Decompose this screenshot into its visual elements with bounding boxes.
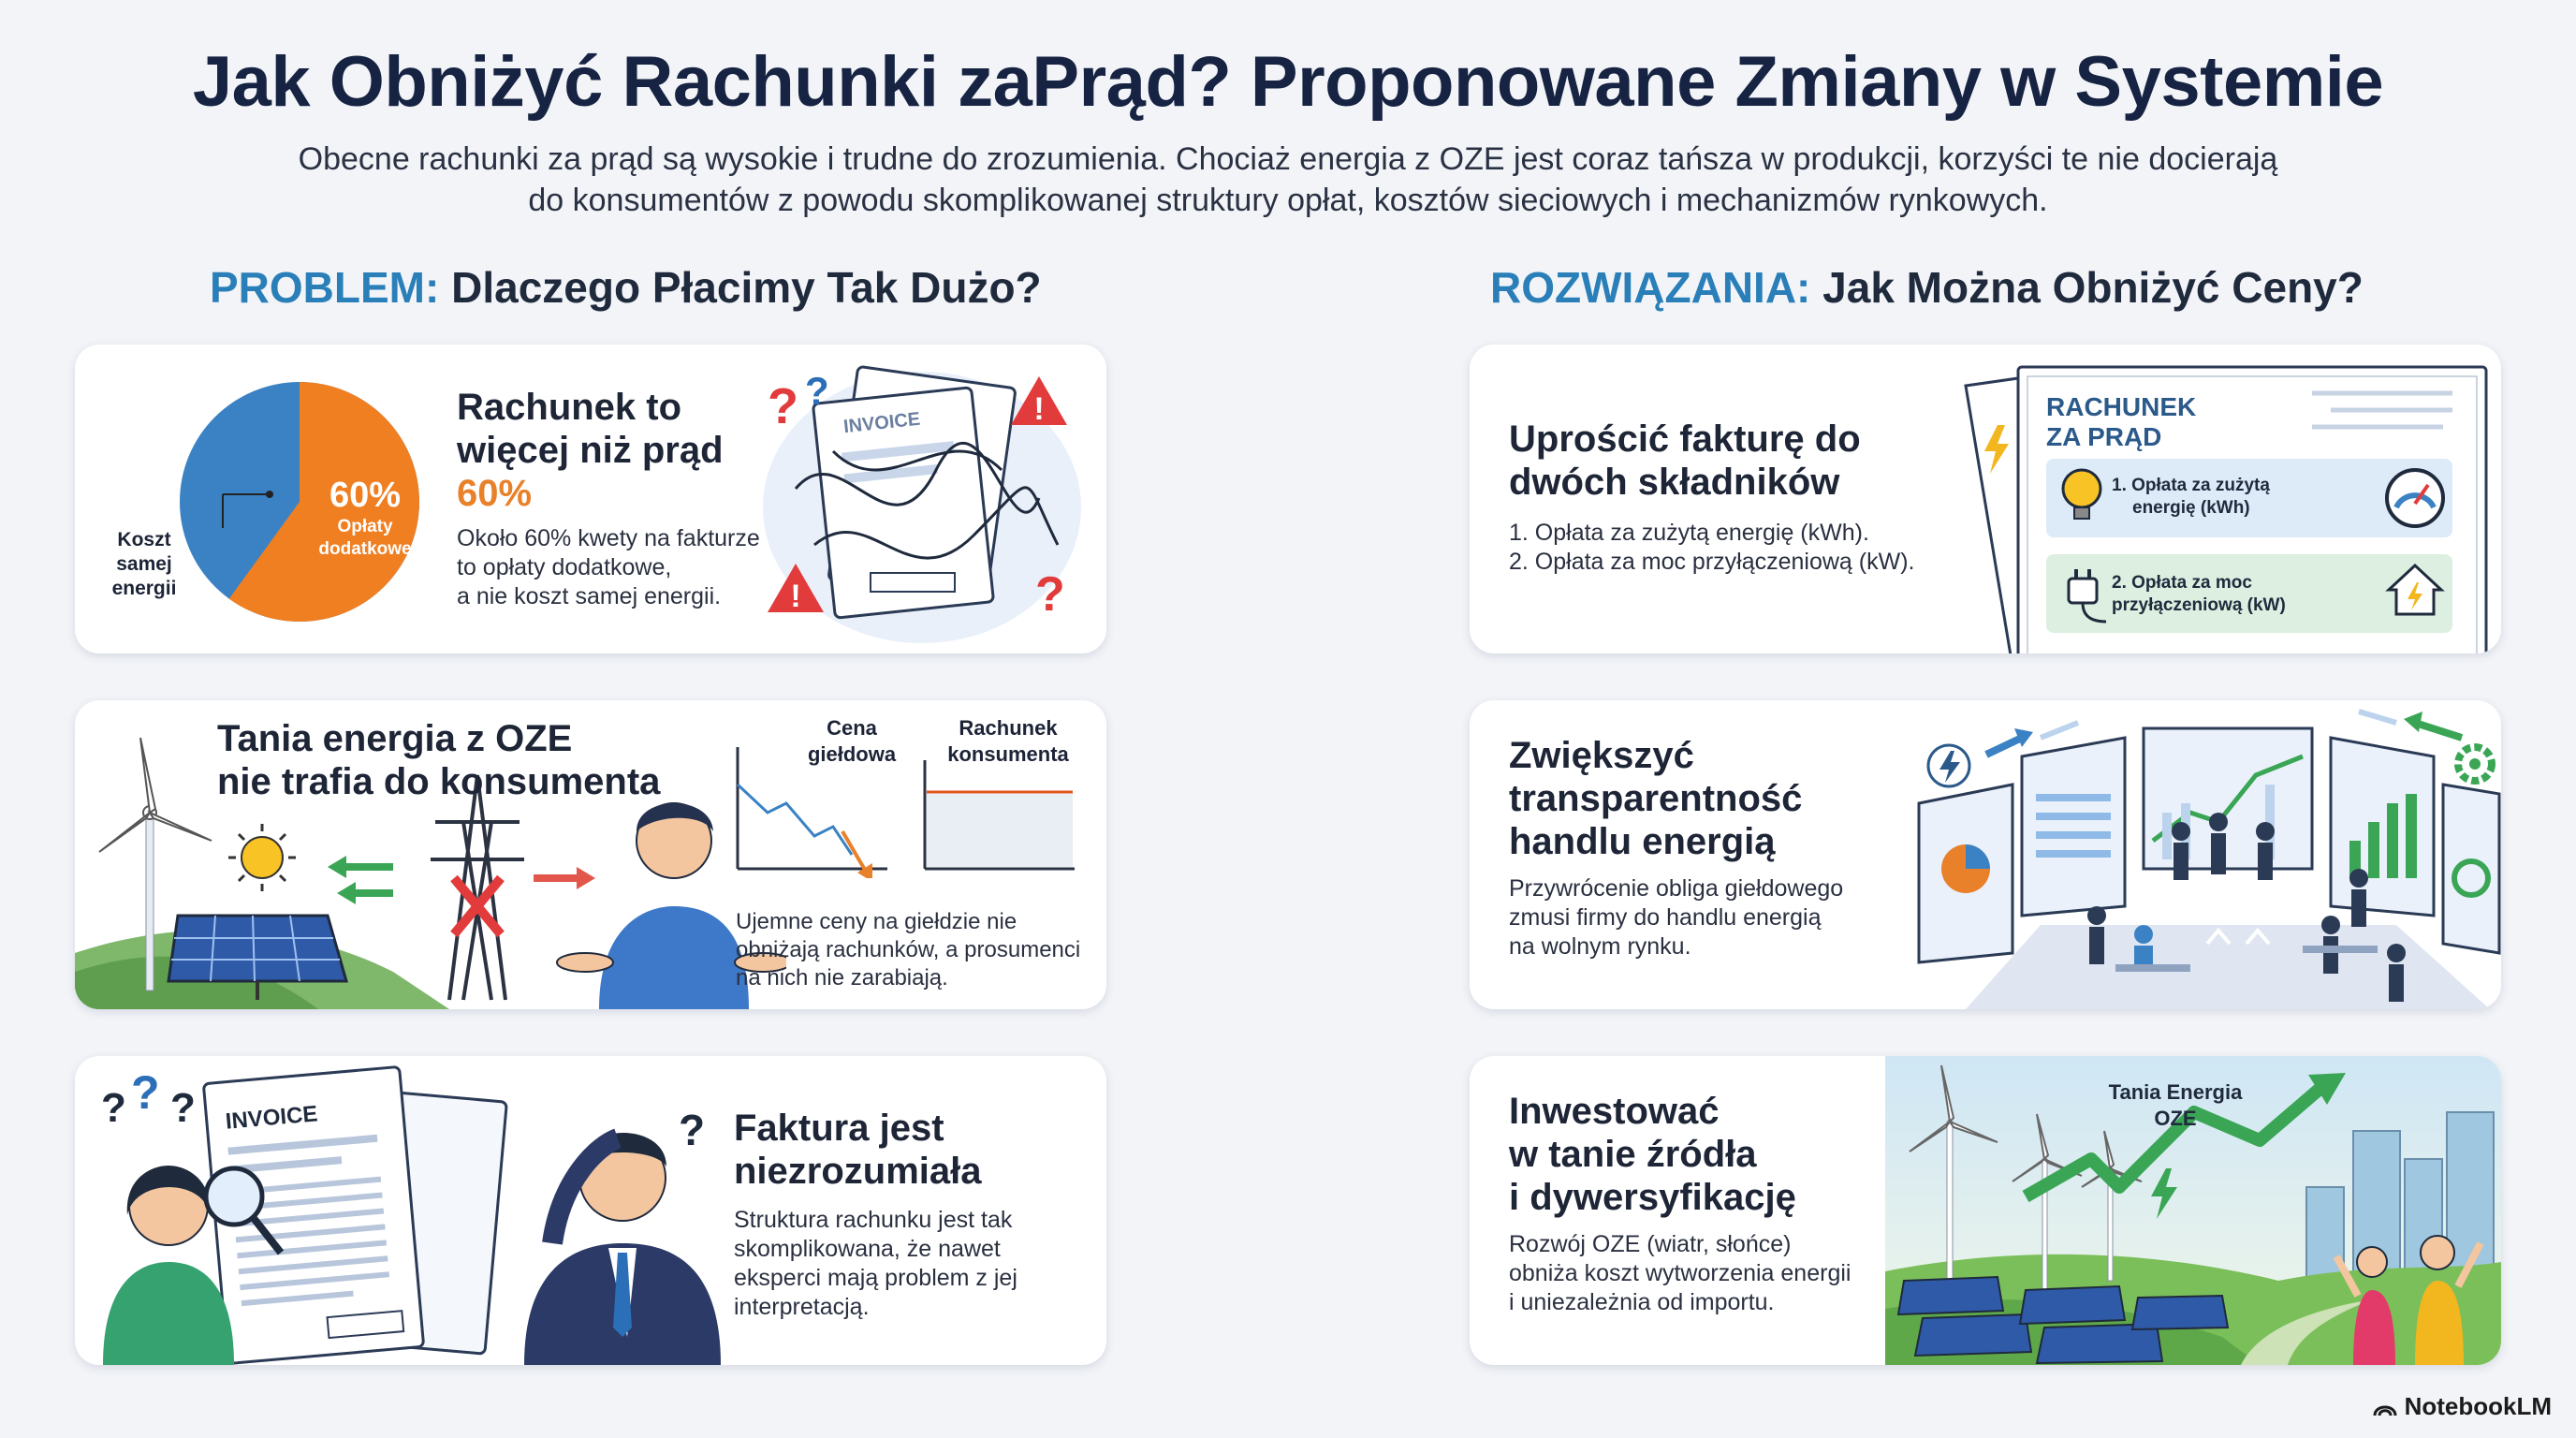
card-title-l2: więcej niż prąd (457, 430, 724, 471)
card-title-l2: dwóch składników (1509, 462, 1840, 503)
solutions-heading-text: Jak Można Obniżyć Ceny? (1822, 263, 2364, 312)
screen-panel (2443, 785, 2499, 953)
bill-item-power (2046, 554, 2452, 633)
solutions-keyword: ROZWIĄZANIA: (1490, 263, 1811, 312)
card-title-l1: Inwestować (1509, 1091, 1720, 1132)
svg-text:!: ! (790, 579, 801, 614)
question-mark-icon: ? (131, 1066, 160, 1119)
bill-item-energy-l1: 1. Opłata za zużytą (2112, 476, 2270, 495)
card-title-l1: Zwiększyć (1509, 735, 1694, 776)
bill-item-energy-l2: energię (kWh) (2132, 498, 2250, 518)
intro-text (187, 139, 2389, 221)
solutions-heading (1490, 262, 2364, 313)
logo-text: NotebookLM (2404, 1392, 2552, 1420)
screen-panel (2331, 738, 2434, 916)
market-price-label-l2: giełdowa (807, 742, 897, 766)
problem-card-renewables (75, 700, 1106, 1009)
card-title-l3: i dywersyfikację (1509, 1177, 1796, 1218)
sun-icon (228, 824, 296, 891)
card-title-l1: Uprościć fakturę do (1509, 418, 1861, 460)
meter-gauge-icon (2387, 470, 2443, 526)
screen-panel (2022, 738, 2125, 916)
card-title-l2: w tanie źródła (1509, 1134, 1757, 1175)
screen-panel (2144, 728, 2312, 869)
card-body-l4: interpretacją. (734, 1294, 870, 1320)
invoice-word: INVOICE (842, 408, 922, 438)
confused-man-icon (524, 1133, 721, 1365)
card-body-l1: Około 60% kwety na fakturze (457, 525, 760, 551)
question-mark-icon: ? (679, 1106, 706, 1154)
card-body-l3: a nie koszt samej energii. (457, 583, 722, 609)
bill-item-power-l2: przyłączeniową (kW) (2112, 595, 2286, 615)
problem-card-bill-structure (75, 345, 1106, 653)
card-title (1509, 418, 1861, 504)
card-body-l2: zmusi firmy do handlu energią (1509, 904, 1822, 931)
question-mark-icon: ? (101, 1085, 126, 1131)
pie-label-fees (309, 476, 421, 561)
question-mark-icon: ? (1035, 567, 1065, 622)
page-title: Jak Obniżyć Rachunki zaPrąd? Proponowane Zmiany w Systemie (192, 42, 2384, 122)
card-body (1509, 874, 1843, 961)
gear-icon (2458, 747, 2492, 781)
scene-label-l2: OZE (2154, 1107, 2197, 1130)
arrow-left-icon (328, 856, 393, 904)
card-title-l2: nie trafia do konsumenta (217, 761, 661, 802)
consumer-bill-mini-chart (917, 747, 1086, 878)
card-body-l3: na nich nie zarabiają. (736, 965, 948, 990)
solution-card-simplify-invoice (1470, 345, 2501, 653)
pie-label-energy-l2: samej (116, 553, 172, 575)
invoice-word: INVOICE (224, 1101, 319, 1135)
card-title-l2: niezrozumiała (734, 1151, 982, 1192)
intro-line-2: do konsumentów z powodu skomplikowanej struktury opłat, kosztów sieciowych i mechanizmów rynkowych. (528, 183, 2048, 218)
card-title (1509, 734, 1802, 863)
intro-line-1: Obecne rachunki za prąd są wysokie i trudne do zrozumienia. Chociaż energia z OZE jest coraz tańsza w produkcji, korzyści te nie docierają (298, 141, 2278, 177)
consumer-bill-label-l2: konsumenta (947, 742, 1069, 766)
problem-keyword: PROBLEM: (210, 263, 440, 312)
simple-bill-document (1956, 358, 2499, 653)
card-body-l1: 1. Opłata za zużytą energię (kWh). (1509, 520, 1869, 546)
card-body-l2: 2. Opłata za moc przyłączeniową (kW). (1509, 549, 1915, 575)
pie-label-energy-l3: energii (111, 578, 177, 599)
question-mark-icon: ? (805, 369, 829, 413)
card-body (734, 1206, 1017, 1322)
problem-heading-text: Dlaczego Płacimy Tak Dużo? (451, 263, 1042, 312)
card-title (734, 1107, 982, 1193)
card-title-l3: handlu energią (1509, 821, 1776, 862)
renewable-landscape-illustration (1885, 1056, 2501, 1365)
pie-label-fees-l1: Opłaty (337, 517, 393, 536)
pie-percent: 60% (329, 476, 402, 515)
card-body-l2: to opłaty dodatkowe, (457, 554, 672, 580)
card-title (217, 717, 660, 803)
card-title-l1: Tania energia z OZE (217, 718, 573, 759)
trading-floor-illustration (1910, 700, 2501, 1009)
pie-label-fees-l2: dodatkowe (318, 539, 412, 559)
solution-card-transparency (1470, 700, 2501, 1009)
card-body (457, 524, 760, 611)
pie-label-energy (97, 528, 191, 601)
pie-label-energy-l1: Koszt (117, 529, 171, 550)
power-pylon-icon (431, 775, 524, 1000)
card-title-l1: Rachunek to (457, 387, 682, 428)
bill-title-l1: RACHUNEK (2046, 392, 2197, 421)
card-title-l2: transparentność (1509, 778, 1803, 819)
card-body-l1: Rozwój OZE (wiatr, słońce) (1509, 1231, 1792, 1257)
notebooklm-logo (2373, 1392, 2552, 1421)
tangled-invoice-illustration (758, 358, 1086, 648)
card-title-l1: Faktura jest (734, 1108, 944, 1149)
bill-item-power-l1: 2. Opłata za moc (2112, 573, 2252, 593)
problem-card-invoice (75, 1056, 1106, 1365)
bill-title-l2: ZA PRĄD (2046, 422, 2162, 451)
card-body-l2: obniżają rachunków, a prosumenci (736, 937, 1081, 962)
card-body (1509, 519, 1914, 577)
card-body-l2: obniża koszt wytworzenia energii (1509, 1260, 1852, 1286)
question-mark-icon: ? (768, 378, 798, 434)
card-body-l3: eksperci mają problem z jej (734, 1265, 1017, 1291)
problem-heading (210, 262, 1042, 313)
question-mark-icon: ? (170, 1085, 196, 1131)
arrow-left-icon (2359, 712, 2462, 738)
screen-panel (1919, 785, 2012, 962)
card-body (1509, 1230, 1851, 1317)
card-body-l2: skomplikowana, że nawet (734, 1236, 1001, 1262)
card-body-l3: i uniezależnia od importu. (1509, 1289, 1775, 1315)
notebooklm-icon (2373, 1397, 2397, 1417)
solution-card-invest (1470, 1056, 2501, 1365)
card-title (1509, 1090, 1796, 1219)
card-body-l1: Ujemne ceny na giełdzie nie (736, 909, 1017, 934)
confused-people-invoice-illustration (94, 1056, 768, 1365)
card-highlight: 60% (457, 473, 533, 514)
card-body-l3: na wolnym rynku. (1509, 933, 1691, 960)
scene-label-l1: Tania Energia (2108, 1080, 2243, 1104)
svg-text:!: ! (1033, 391, 1045, 427)
lightning-icon (1928, 745, 1969, 786)
card-body-l1: Przywrócenie obliga giełdowego (1509, 875, 1844, 902)
card-body-l1: Struktura rachunku jest tak (734, 1207, 1013, 1233)
market-price-label-l1: Cena (827, 716, 877, 740)
market-price-line (738, 785, 852, 855)
card-body (736, 908, 1080, 992)
card-title (457, 386, 724, 515)
consumer-bill-label-l1: Rachunek (959, 716, 1058, 740)
arrow-right-icon (534, 867, 595, 889)
